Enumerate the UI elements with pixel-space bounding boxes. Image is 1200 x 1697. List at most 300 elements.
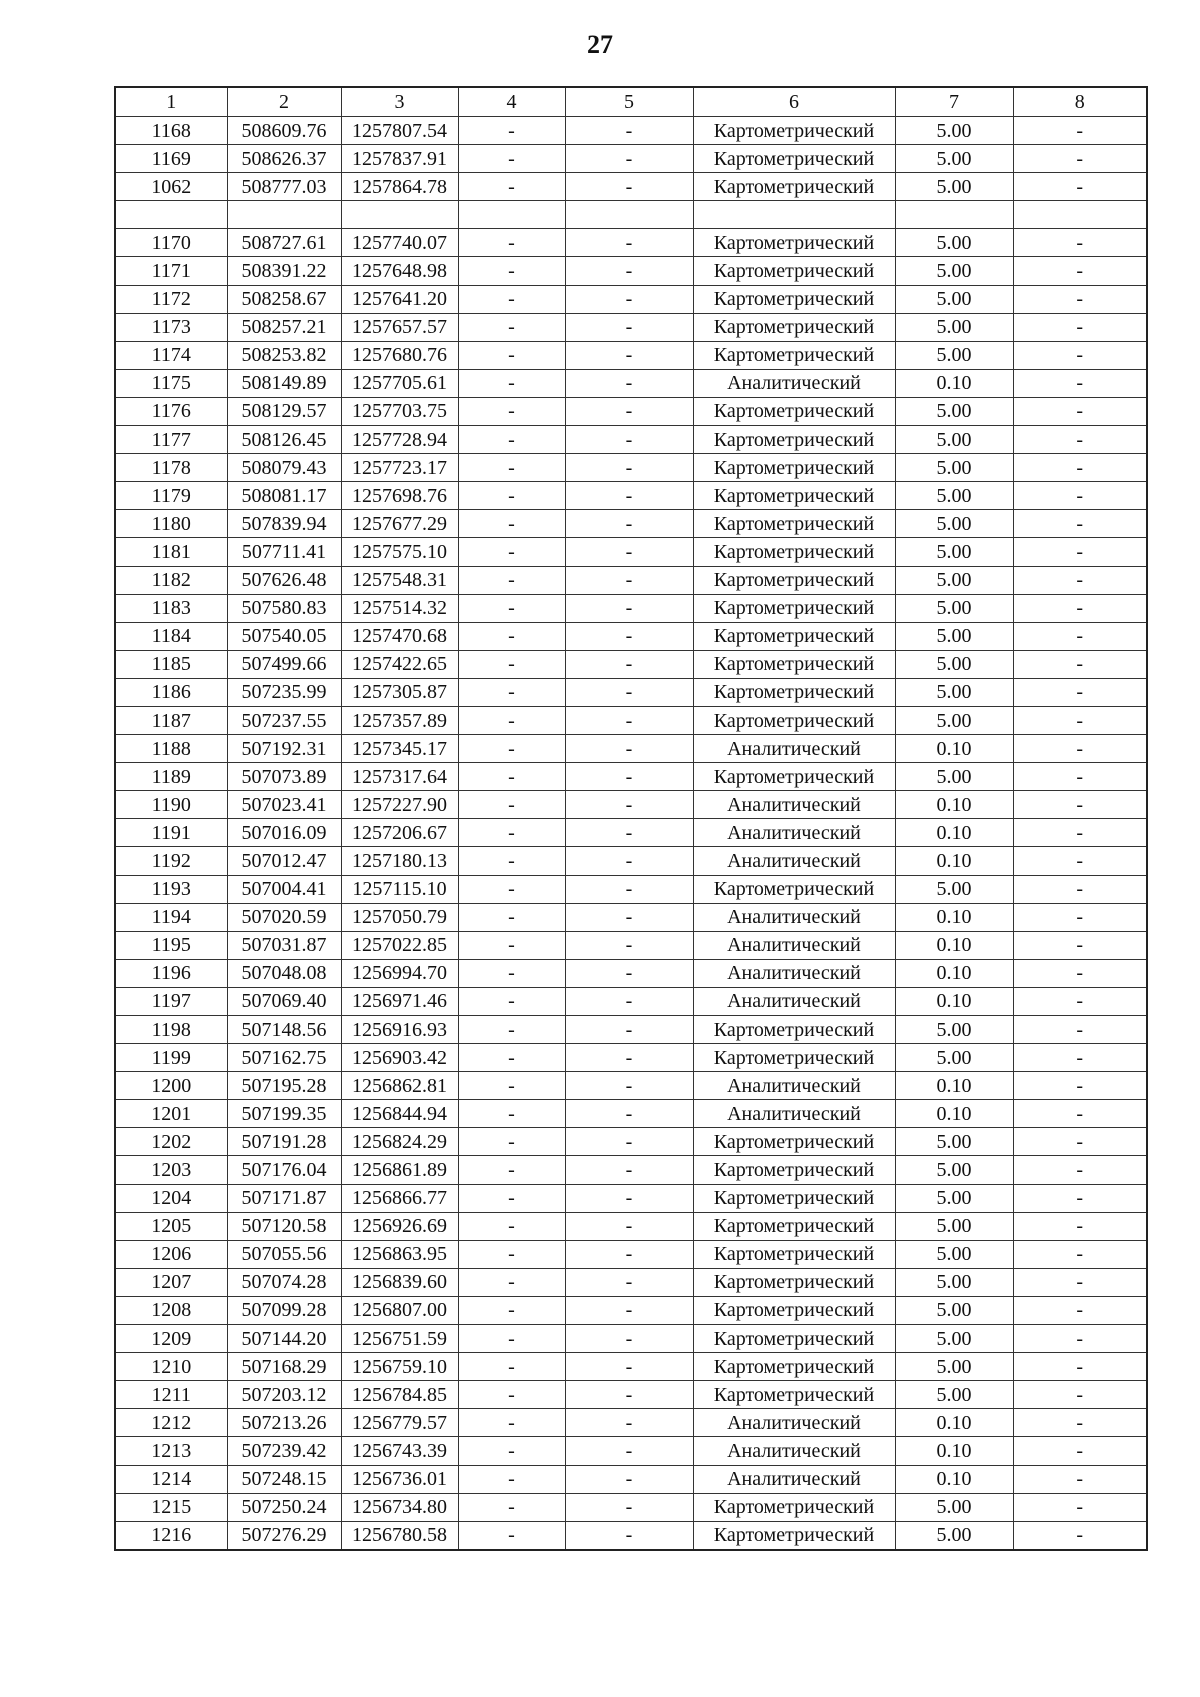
method-cell: Картометрический bbox=[693, 426, 895, 454]
column-4-cell: - bbox=[458, 538, 565, 566]
column-5-cell: - bbox=[565, 594, 693, 622]
method-cell: Картометрический bbox=[693, 622, 895, 650]
method-cell: Картометрический bbox=[693, 313, 895, 341]
method-cell: Картометрический bbox=[693, 285, 895, 313]
column-5-cell: - bbox=[565, 1100, 693, 1128]
column-5-cell: - bbox=[565, 987, 693, 1015]
accuracy-cell: 5.00 bbox=[895, 1016, 1013, 1044]
table-row bbox=[115, 650, 1147, 678]
x-coordinate-cell: 508777.03 bbox=[227, 173, 341, 201]
y-coordinate-cell: 1257470.68 bbox=[341, 622, 458, 650]
x-coordinate-cell: 508258.67 bbox=[227, 285, 341, 313]
accuracy-cell: 5.00 bbox=[895, 145, 1013, 173]
y-coordinate-cell: 1257575.10 bbox=[341, 538, 458, 566]
column-8-cell: - bbox=[1013, 931, 1147, 959]
x-coordinate-cell: 507239.42 bbox=[227, 1437, 341, 1465]
column-8-cell: - bbox=[1013, 1212, 1147, 1240]
table-body bbox=[115, 117, 1147, 1550]
method-cell: Картометрический bbox=[693, 145, 895, 173]
point-number-cell: 1169 bbox=[115, 145, 227, 173]
table-row bbox=[115, 959, 1147, 987]
page-number: 27 bbox=[587, 30, 613, 59]
x-coordinate-cell: 507192.31 bbox=[227, 735, 341, 763]
y-coordinate-cell: 1257206.67 bbox=[341, 819, 458, 847]
table-row bbox=[115, 369, 1147, 397]
accuracy-cell: 5.00 bbox=[895, 678, 1013, 706]
accuracy-cell: 5.00 bbox=[895, 1240, 1013, 1268]
column-5-cell: - bbox=[565, 145, 693, 173]
method-cell: Картометрический bbox=[693, 763, 895, 791]
method-cell: Картометрический bbox=[693, 173, 895, 201]
x-coordinate-cell: 507199.35 bbox=[227, 1100, 341, 1128]
accuracy-cell: 5.00 bbox=[895, 1128, 1013, 1156]
column-8-cell: - bbox=[1013, 173, 1147, 201]
column-8-cell: - bbox=[1013, 510, 1147, 538]
table-row bbox=[115, 622, 1147, 650]
column-4-cell: - bbox=[458, 1381, 565, 1409]
method-cell: Картометрический bbox=[693, 1325, 895, 1353]
table-row bbox=[115, 510, 1147, 538]
column-4-cell: - bbox=[458, 791, 565, 819]
x-coordinate-cell: 507171.87 bbox=[227, 1184, 341, 1212]
table-row bbox=[115, 1437, 1147, 1465]
method-cell: Аналитический bbox=[693, 791, 895, 819]
y-coordinate-cell: 1256926.69 bbox=[341, 1212, 458, 1240]
column-8-cell: - bbox=[1013, 1240, 1147, 1268]
accuracy-cell: 5.00 bbox=[895, 341, 1013, 369]
point-number-cell: 1202 bbox=[115, 1128, 227, 1156]
column-header: 8 bbox=[1013, 87, 1147, 117]
x-coordinate-cell: 507168.29 bbox=[227, 1353, 341, 1381]
point-number-cell: 1205 bbox=[115, 1212, 227, 1240]
point-number-cell: 1188 bbox=[115, 735, 227, 763]
method-cell: Картометрический bbox=[693, 678, 895, 706]
column-5-cell: - bbox=[565, 1296, 693, 1324]
point-number-cell: 1182 bbox=[115, 566, 227, 594]
column-8-cell: - bbox=[1013, 1044, 1147, 1072]
point-number-cell: 1192 bbox=[115, 847, 227, 875]
y-coordinate-cell: 1257548.31 bbox=[341, 566, 458, 594]
method-cell: Картометрический bbox=[693, 566, 895, 594]
accuracy-cell: 0.10 bbox=[895, 735, 1013, 763]
column-5-cell: - bbox=[565, 482, 693, 510]
x-coordinate-cell: 507148.56 bbox=[227, 1016, 341, 1044]
column-4-cell: - bbox=[458, 510, 565, 538]
column-header: 2 bbox=[227, 87, 341, 117]
column-4-cell: - bbox=[458, 313, 565, 341]
column-8-cell: - bbox=[1013, 1184, 1147, 1212]
column-4-cell: - bbox=[458, 369, 565, 397]
accuracy-cell: 5.00 bbox=[895, 1381, 1013, 1409]
column-4-cell: - bbox=[458, 1325, 565, 1353]
point-number-cell: 1216 bbox=[115, 1521, 227, 1550]
point-number-cell: 1174 bbox=[115, 341, 227, 369]
column-4-cell: - bbox=[458, 1016, 565, 1044]
y-coordinate-cell: 1256759.10 bbox=[341, 1353, 458, 1381]
point-number-cell: 1179 bbox=[115, 482, 227, 510]
column-8-cell: - bbox=[1013, 763, 1147, 791]
table-row bbox=[115, 987, 1147, 1015]
column-8-cell: - bbox=[1013, 735, 1147, 763]
accuracy-cell: 5.00 bbox=[895, 1212, 1013, 1240]
table-row bbox=[115, 229, 1147, 257]
point-number-cell: 1207 bbox=[115, 1268, 227, 1296]
y-coordinate-cell: 1256824.29 bbox=[341, 1128, 458, 1156]
accuracy-cell: 5.00 bbox=[895, 706, 1013, 734]
table-row bbox=[115, 706, 1147, 734]
x-coordinate-cell: 507004.41 bbox=[227, 875, 341, 903]
x-coordinate-cell: 507099.28 bbox=[227, 1296, 341, 1324]
column-4-cell: - bbox=[458, 1437, 565, 1465]
point-number-cell: 1213 bbox=[115, 1437, 227, 1465]
point-number-cell: 1177 bbox=[115, 426, 227, 454]
accuracy-cell: 5.00 bbox=[895, 1296, 1013, 1324]
column-8-cell: - bbox=[1013, 1128, 1147, 1156]
column-4-cell: - bbox=[458, 875, 565, 903]
x-coordinate-cell: 507069.40 bbox=[227, 987, 341, 1015]
column-8-cell: - bbox=[1013, 1381, 1147, 1409]
column-5-cell: - bbox=[565, 847, 693, 875]
point-number-cell: 1168 bbox=[115, 117, 227, 145]
method-cell: Картометрический bbox=[693, 257, 895, 285]
x-coordinate-cell: 507074.28 bbox=[227, 1268, 341, 1296]
method-cell: Картометрический bbox=[693, 1493, 895, 1521]
method-cell: Аналитический bbox=[693, 1465, 895, 1493]
accuracy-cell bbox=[895, 201, 1013, 229]
column-4-cell: - bbox=[458, 1100, 565, 1128]
accuracy-cell: 5.00 bbox=[895, 426, 1013, 454]
method-cell: Аналитический bbox=[693, 369, 895, 397]
y-coordinate-cell: 1256779.57 bbox=[341, 1409, 458, 1437]
column-8-cell: - bbox=[1013, 678, 1147, 706]
column-5-cell: - bbox=[565, 1184, 693, 1212]
y-coordinate-cell: 1256734.80 bbox=[341, 1493, 458, 1521]
column-5-cell: - bbox=[565, 678, 693, 706]
table-row bbox=[115, 426, 1147, 454]
method-cell: Аналитический bbox=[693, 1072, 895, 1100]
y-coordinate-cell: 1257115.10 bbox=[341, 875, 458, 903]
table-row bbox=[115, 594, 1147, 622]
table-row bbox=[115, 1409, 1147, 1437]
method-cell: Картометрический bbox=[693, 1212, 895, 1240]
table-row bbox=[115, 1465, 1147, 1493]
x-coordinate-cell: 507073.89 bbox=[227, 763, 341, 791]
y-coordinate-cell: 1256743.39 bbox=[341, 1437, 458, 1465]
column-5-cell: - bbox=[565, 791, 693, 819]
column-4-cell: - bbox=[458, 229, 565, 257]
column-8-cell: - bbox=[1013, 1100, 1147, 1128]
table-row bbox=[115, 819, 1147, 847]
method-cell bbox=[693, 201, 895, 229]
method-cell: Картометрический bbox=[693, 1296, 895, 1324]
column-8-cell: - bbox=[1013, 285, 1147, 313]
method-cell: Аналитический bbox=[693, 819, 895, 847]
accuracy-cell: 5.00 bbox=[895, 229, 1013, 257]
column-8-cell bbox=[1013, 201, 1147, 229]
x-coordinate-cell: 507016.09 bbox=[227, 819, 341, 847]
x-coordinate-cell: 508257.21 bbox=[227, 313, 341, 341]
point-number-cell: 1170 bbox=[115, 229, 227, 257]
y-coordinate-cell: 1256866.77 bbox=[341, 1184, 458, 1212]
column-5-cell: - bbox=[565, 1072, 693, 1100]
point-number-cell: 1173 bbox=[115, 313, 227, 341]
y-coordinate-cell bbox=[341, 201, 458, 229]
table-row bbox=[115, 1212, 1147, 1240]
point-number-cell: 1175 bbox=[115, 369, 227, 397]
x-coordinate-cell: 507144.20 bbox=[227, 1325, 341, 1353]
method-cell: Аналитический bbox=[693, 959, 895, 987]
column-8-cell: - bbox=[1013, 341, 1147, 369]
column-8-cell: - bbox=[1013, 622, 1147, 650]
column-4-cell: - bbox=[458, 1072, 565, 1100]
column-5-cell: - bbox=[565, 1325, 693, 1353]
table-row bbox=[115, 903, 1147, 931]
table-row bbox=[115, 1072, 1147, 1100]
column-4-cell: - bbox=[458, 847, 565, 875]
accuracy-cell: 5.00 bbox=[895, 257, 1013, 285]
y-coordinate-cell: 1256994.70 bbox=[341, 959, 458, 987]
table-row bbox=[115, 1044, 1147, 1072]
y-coordinate-cell: 1257641.20 bbox=[341, 285, 458, 313]
y-coordinate-cell: 1257864.78 bbox=[341, 173, 458, 201]
column-8-cell: - bbox=[1013, 1521, 1147, 1550]
column-8-cell: - bbox=[1013, 819, 1147, 847]
method-cell: Картометрический bbox=[693, 341, 895, 369]
column-5-cell: - bbox=[565, 313, 693, 341]
accuracy-cell: 5.00 bbox=[895, 1044, 1013, 1072]
x-coordinate-cell: 508126.45 bbox=[227, 426, 341, 454]
y-coordinate-cell: 1257022.85 bbox=[341, 931, 458, 959]
column-5-cell: - bbox=[565, 763, 693, 791]
table-row bbox=[115, 285, 1147, 313]
column-5-cell: - bbox=[565, 229, 693, 257]
accuracy-cell: 5.00 bbox=[895, 397, 1013, 425]
x-coordinate-cell: 508079.43 bbox=[227, 454, 341, 482]
method-cell: Картометрический bbox=[693, 875, 895, 903]
point-number-cell: 1195 bbox=[115, 931, 227, 959]
column-4-cell: - bbox=[458, 285, 565, 313]
column-4-cell: - bbox=[458, 426, 565, 454]
point-number-cell: 1199 bbox=[115, 1044, 227, 1072]
point-number-cell: 1209 bbox=[115, 1325, 227, 1353]
column-4-cell: - bbox=[458, 1156, 565, 1184]
point-number-cell: 1176 bbox=[115, 397, 227, 425]
method-cell: Картометрический bbox=[693, 706, 895, 734]
y-coordinate-cell: 1256862.81 bbox=[341, 1072, 458, 1100]
method-cell: Аналитический bbox=[693, 903, 895, 931]
column-5-cell: - bbox=[565, 650, 693, 678]
accuracy-cell: 0.10 bbox=[895, 847, 1013, 875]
accuracy-cell: 0.10 bbox=[895, 903, 1013, 931]
x-coordinate-cell: 508081.17 bbox=[227, 482, 341, 510]
y-coordinate-cell: 1257728.94 bbox=[341, 426, 458, 454]
accuracy-cell: 5.00 bbox=[895, 482, 1013, 510]
column-4-cell: - bbox=[458, 706, 565, 734]
point-number-cell: 1208 bbox=[115, 1296, 227, 1324]
method-cell: Аналитический bbox=[693, 931, 895, 959]
accuracy-cell: 5.00 bbox=[895, 566, 1013, 594]
method-cell: Картометрический bbox=[693, 454, 895, 482]
y-coordinate-cell: 1257514.32 bbox=[341, 594, 458, 622]
x-coordinate-cell: 507162.75 bbox=[227, 1044, 341, 1072]
x-coordinate-cell: 507580.83 bbox=[227, 594, 341, 622]
y-coordinate-cell: 1257050.79 bbox=[341, 903, 458, 931]
x-coordinate-cell: 507237.55 bbox=[227, 706, 341, 734]
accuracy-cell: 5.00 bbox=[895, 1156, 1013, 1184]
point-number-cell: 1198 bbox=[115, 1016, 227, 1044]
table-row bbox=[115, 1156, 1147, 1184]
accuracy-cell: 0.10 bbox=[895, 819, 1013, 847]
accuracy-cell: 5.00 bbox=[895, 313, 1013, 341]
method-cell: Картометрический bbox=[693, 229, 895, 257]
accuracy-cell: 5.00 bbox=[895, 454, 1013, 482]
point-number-cell: 1185 bbox=[115, 650, 227, 678]
x-coordinate-cell: 507711.41 bbox=[227, 538, 341, 566]
point-number-cell: 1206 bbox=[115, 1240, 227, 1268]
column-4-cell: - bbox=[458, 1128, 565, 1156]
accuracy-cell: 5.00 bbox=[895, 1325, 1013, 1353]
y-coordinate-cell: 1257180.13 bbox=[341, 847, 458, 875]
y-coordinate-cell: 1257680.76 bbox=[341, 341, 458, 369]
y-coordinate-cell: 1256784.85 bbox=[341, 1381, 458, 1409]
table-row bbox=[115, 1016, 1147, 1044]
y-coordinate-cell: 1257677.29 bbox=[341, 510, 458, 538]
method-cell: Картометрический bbox=[693, 1521, 895, 1550]
column-8-cell: - bbox=[1013, 650, 1147, 678]
accuracy-cell: 0.10 bbox=[895, 931, 1013, 959]
column-4-cell: - bbox=[458, 819, 565, 847]
accuracy-cell: 5.00 bbox=[895, 1493, 1013, 1521]
method-cell: Картометрический bbox=[693, 538, 895, 566]
column-5-cell: - bbox=[565, 117, 693, 145]
y-coordinate-cell: 1257648.98 bbox=[341, 257, 458, 285]
column-8-cell: - bbox=[1013, 1353, 1147, 1381]
column-4-cell: - bbox=[458, 1268, 565, 1296]
accuracy-cell: 0.10 bbox=[895, 959, 1013, 987]
column-4-cell: - bbox=[458, 959, 565, 987]
y-coordinate-cell: 1256861.89 bbox=[341, 1156, 458, 1184]
accuracy-cell: 5.00 bbox=[895, 594, 1013, 622]
column-4-cell: - bbox=[458, 1044, 565, 1072]
column-5-cell: - bbox=[565, 875, 693, 903]
point-number-cell: 1181 bbox=[115, 538, 227, 566]
accuracy-cell: 5.00 bbox=[895, 622, 1013, 650]
accuracy-cell: 5.00 bbox=[895, 510, 1013, 538]
x-coordinate-cell: 507626.48 bbox=[227, 566, 341, 594]
method-cell: Аналитический bbox=[693, 987, 895, 1015]
column-5-cell: - bbox=[565, 819, 693, 847]
column-5-cell: - bbox=[565, 454, 693, 482]
point-number-cell: 1187 bbox=[115, 706, 227, 734]
point-number-cell: 1201 bbox=[115, 1100, 227, 1128]
point-number-cell: 1184 bbox=[115, 622, 227, 650]
y-coordinate-cell: 1256863.95 bbox=[341, 1240, 458, 1268]
x-coordinate-cell: 508149.89 bbox=[227, 369, 341, 397]
column-4-cell: - bbox=[458, 454, 565, 482]
point-number-cell: 1171 bbox=[115, 257, 227, 285]
accuracy-cell: 5.00 bbox=[895, 1184, 1013, 1212]
column-8-cell: - bbox=[1013, 397, 1147, 425]
column-5-cell: - bbox=[565, 1156, 693, 1184]
x-coordinate-cell: 507055.56 bbox=[227, 1240, 341, 1268]
column-8-cell: - bbox=[1013, 538, 1147, 566]
column-4-cell: - bbox=[458, 763, 565, 791]
method-cell: Картометрический bbox=[693, 482, 895, 510]
accuracy-cell: 5.00 bbox=[895, 1268, 1013, 1296]
point-number-cell: 1194 bbox=[115, 903, 227, 931]
column-5-cell: - bbox=[565, 397, 693, 425]
column-8-cell: - bbox=[1013, 1465, 1147, 1493]
column-4-cell: - bbox=[458, 145, 565, 173]
table-row bbox=[115, 566, 1147, 594]
x-coordinate-cell: 507031.87 bbox=[227, 931, 341, 959]
x-coordinate-cell: 507120.58 bbox=[227, 1212, 341, 1240]
table-row bbox=[115, 875, 1147, 903]
accuracy-cell: 5.00 bbox=[895, 173, 1013, 201]
column-8-cell: - bbox=[1013, 482, 1147, 510]
y-coordinate-cell: 1257740.07 bbox=[341, 229, 458, 257]
y-coordinate-cell: 1257317.64 bbox=[341, 763, 458, 791]
y-coordinate-cell: 1256780.58 bbox=[341, 1521, 458, 1550]
table-row bbox=[115, 1296, 1147, 1324]
table-row bbox=[115, 341, 1147, 369]
x-coordinate-cell: 508609.76 bbox=[227, 117, 341, 145]
y-coordinate-cell: 1257698.76 bbox=[341, 482, 458, 510]
column-4-cell: - bbox=[458, 1465, 565, 1493]
column-4-cell: - bbox=[458, 622, 565, 650]
column-5-cell: - bbox=[565, 1381, 693, 1409]
x-coordinate-cell: 507839.94 bbox=[227, 510, 341, 538]
column-8-cell: - bbox=[1013, 145, 1147, 173]
point-number-cell: 1178 bbox=[115, 454, 227, 482]
y-coordinate-cell: 1256971.46 bbox=[341, 987, 458, 1015]
table-row bbox=[115, 763, 1147, 791]
column-8-cell: - bbox=[1013, 706, 1147, 734]
column-4-cell bbox=[458, 201, 565, 229]
point-number-cell: 1203 bbox=[115, 1156, 227, 1184]
column-8-cell: - bbox=[1013, 566, 1147, 594]
point-number-cell: 1196 bbox=[115, 959, 227, 987]
y-coordinate-cell: 1256751.59 bbox=[341, 1325, 458, 1353]
accuracy-cell: 5.00 bbox=[895, 117, 1013, 145]
column-4-cell: - bbox=[458, 987, 565, 1015]
table-row bbox=[115, 117, 1147, 145]
x-coordinate-cell: 508727.61 bbox=[227, 229, 341, 257]
column-8-cell: - bbox=[1013, 594, 1147, 622]
accuracy-cell: 0.10 bbox=[895, 1437, 1013, 1465]
accuracy-cell: 5.00 bbox=[895, 285, 1013, 313]
point-number-cell: 1212 bbox=[115, 1409, 227, 1437]
y-coordinate-cell: 1256807.00 bbox=[341, 1296, 458, 1324]
point-number-cell: 1183 bbox=[115, 594, 227, 622]
y-coordinate-cell: 1257837.91 bbox=[341, 145, 458, 173]
column-header: 1 bbox=[115, 87, 227, 117]
table-row bbox=[115, 454, 1147, 482]
point-number-cell: 1180 bbox=[115, 510, 227, 538]
method-cell: Картометрический bbox=[693, 1240, 895, 1268]
method-cell: Аналитический bbox=[693, 1100, 895, 1128]
column-5-cell: - bbox=[565, 903, 693, 931]
method-cell: Аналитический bbox=[693, 847, 895, 875]
y-coordinate-cell: 1257345.17 bbox=[341, 735, 458, 763]
method-cell: Картометрический bbox=[693, 650, 895, 678]
column-5-cell: - bbox=[565, 1212, 693, 1240]
y-coordinate-cell: 1257703.75 bbox=[341, 397, 458, 425]
y-coordinate-cell: 1257807.54 bbox=[341, 117, 458, 145]
column-4-cell: - bbox=[458, 1493, 565, 1521]
table-row bbox=[115, 1128, 1147, 1156]
y-coordinate-cell: 1257657.57 bbox=[341, 313, 458, 341]
